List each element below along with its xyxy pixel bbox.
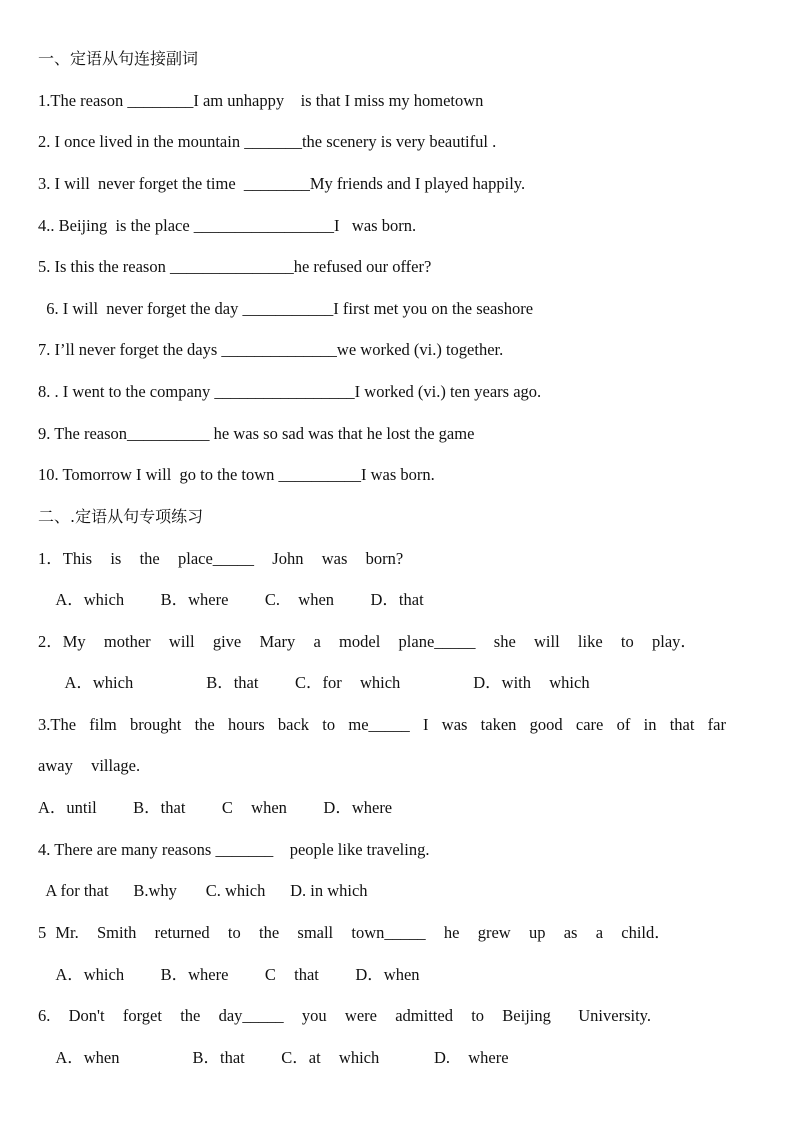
section-2-title: 二、.定语从句专项练习 [38,507,204,526]
fill-in-item-8: 8. . I went to the company _________________I worked (vi.) ten years ago. [38,382,542,401]
question-1-stem: 1．This is the place_____ John was born? [38,549,404,568]
fill-in-item-4: 4.. Beijing is the place _________________I was born. [38,216,417,235]
question-1-options: A．which B．where C. when D．that [38,590,424,609]
question-3-stem: 3.The film brought the hours back to me_____ I was taken good care of in that far [38,715,726,734]
fill-in-item-9: 9. The reason__________ he was so sad was that he lost the game [38,424,475,443]
fill-in-item-6: 6. I will never forget the day ___________I first met you on the seashore [38,299,534,318]
question-6-options: A．when B．that C．at which D. where [38,1048,509,1067]
fill-in-item-10: 10. Tomorrow I will go to the town __________I was born. [38,465,435,484]
question-4-stem: 4. There are many reasons _______ people like traveling. [38,840,430,859]
fill-in-item-5: 5. Is this the reason _______________he refused our offer? [38,257,432,276]
question-3-options: A．until B．that C when D．where [38,798,393,817]
question-5-stem: 5 Mr. Smith returned to the small town_____ he grew up as a child． [38,923,671,942]
fill-in-item-3: 3. I will never forget the time ________My friends and I played happily. [38,174,526,193]
question-2-stem: 2．My mother will give Mary a model plane_____ she will like to play． [38,632,697,651]
question-3-stem-continued: away village. [38,756,141,775]
fill-in-item-7: 7. I’ll never forget the days ______________we worked (vi.) together. [38,340,504,359]
section-1-title: 一、定语从句连接副词 [38,49,199,68]
fill-in-item-1: 1.The reason ________I am unhappy is that I miss my hometown [38,91,484,110]
question-2-options: A．which B．that C．for which D．with which [38,673,590,692]
question-4-options: A for that B.why C. which D. in which [38,881,368,900]
fill-in-item-2: 2. I once lived in the mountain _______the scenery is very beautiful . [38,132,497,151]
question-6-stem: 6. Don't forget the day_____ you were admitted to Beijing University. [38,1006,651,1025]
question-5-options: A．which B．where C that D．when [38,965,420,984]
